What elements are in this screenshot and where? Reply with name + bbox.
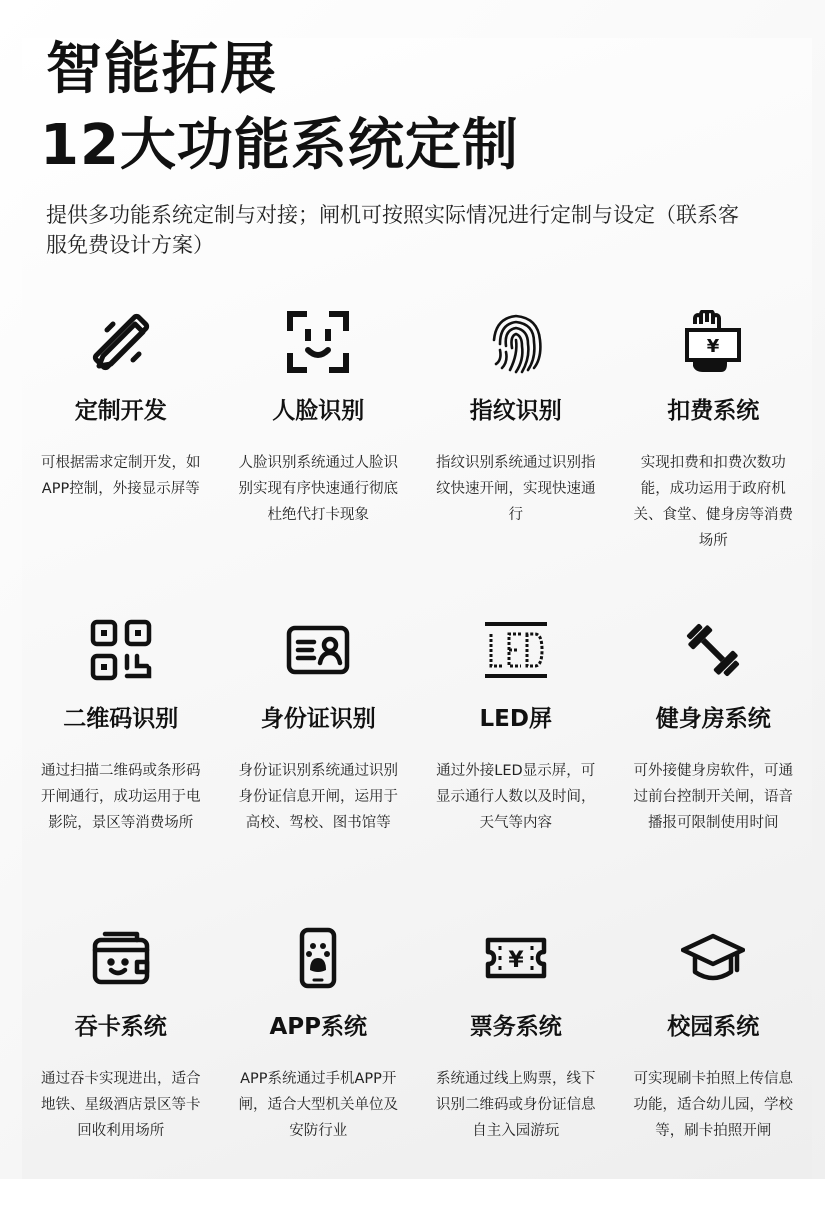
pen-ruler-icon — [89, 310, 153, 374]
feature-desc: 通过外接LED显示屏，可显示通行人数以及时间，天气等内容 — [436, 763, 596, 831]
svg-text:¥: ¥ — [508, 948, 524, 973]
feature-name: 校园系统 — [667, 1014, 760, 1040]
intro-text: 提供多功能系统定制与对接；闸机可按照实际情况进行定制与设定（联系客服免费设计方案） — [46, 203, 739, 257]
svg-text:¥: ¥ — [706, 336, 720, 357]
feature-name: 扣费系统 — [667, 398, 760, 424]
feature-desc: 系统通过线上购票，线下识别二维码或身份证信息自主入园游玩 — [436, 1071, 596, 1139]
feature-name: 身份证识别 — [260, 706, 376, 732]
feature-led-screen — [417, 608, 615, 916]
feature-desc: 人脸识别系统通过人脸识别实现有序快速通行彻底杜绝代打卡现象 — [238, 455, 398, 523]
page-subtitle: 12大功能系统定制 — [40, 113, 519, 178]
feature-name: LED屏 — [479, 706, 552, 732]
graduation-cap-icon — [681, 926, 745, 990]
feature-desc: 身份证识别系统通过识别身份证信息开闸，运用于高校、驾校、图书馆等 — [238, 763, 398, 831]
card-box-icon — [89, 926, 153, 990]
fingerprint-icon — [484, 310, 548, 374]
feature-face-recognition — [220, 300, 418, 608]
feature-qr-code — [22, 608, 220, 916]
feature-desc: 通过扫描二维码或条形码开闸通行，成功运用于电影院，景区等消费场所 — [41, 763, 201, 831]
ticket-icon — [484, 926, 548, 990]
feature-ticketing — [417, 916, 615, 1224]
feature-gym — [615, 608, 813, 916]
feature-id-card — [220, 608, 418, 916]
feature-app — [220, 916, 418, 1224]
feature-billing — [615, 300, 813, 608]
feature-custom-development — [22, 300, 220, 608]
qr-code-icon — [89, 618, 153, 682]
feature-name: 二维码识别 — [63, 706, 179, 732]
dumbbell-icon — [681, 618, 745, 682]
feature-name: 指纹识别 — [469, 398, 562, 424]
feature-desc: 实现扣费和扣费次数功能，成功运用于政府机关、食堂、健身房等消费场所 — [633, 455, 793, 549]
feature-desc: 可外接健身房软件，可通过前台控制开关闸，语音播报可限制使用时间 — [633, 763, 793, 831]
id-card-icon — [286, 618, 350, 682]
feature-name: 人脸识别 — [272, 398, 365, 424]
feature-desc: APP系统通过手机APP开闸，适合大型机关单位及安防行业 — [238, 1071, 398, 1139]
feature-campus — [615, 916, 813, 1224]
feature-name: 票务系统 — [469, 1014, 562, 1040]
page-title: 智能拓展 — [46, 37, 278, 102]
feature-name: 吞卡系统 — [74, 1014, 167, 1040]
feature-name: 健身房系统 — [655, 706, 771, 732]
feature-desc: 可根据需求定制开发，如APP控制，外接显示屏等 — [41, 455, 201, 497]
phone-app-icon — [286, 926, 350, 990]
feature-fingerprint — [417, 300, 615, 608]
feature-card-swallow — [22, 916, 220, 1224]
feature-grid — [22, 300, 812, 1224]
face-scan-icon — [286, 310, 350, 374]
hand-yuan-icon — [681, 310, 745, 374]
feature-name: 定制开发 — [74, 398, 167, 424]
feature-desc: 通过吞卡实现进出，适合地铁、星级酒店景区等卡回收利用场所 — [41, 1071, 201, 1139]
feature-name: APP系统 — [269, 1014, 367, 1040]
led-screen-icon — [484, 618, 548, 682]
feature-desc: 指纹识别系统通过识别指纹快速开闸，实现快速通行 — [436, 455, 596, 523]
feature-desc: 可实现刷卡拍照上传信息功能，适合幼儿园，学校等，刷卡拍照开闸 — [633, 1071, 793, 1139]
